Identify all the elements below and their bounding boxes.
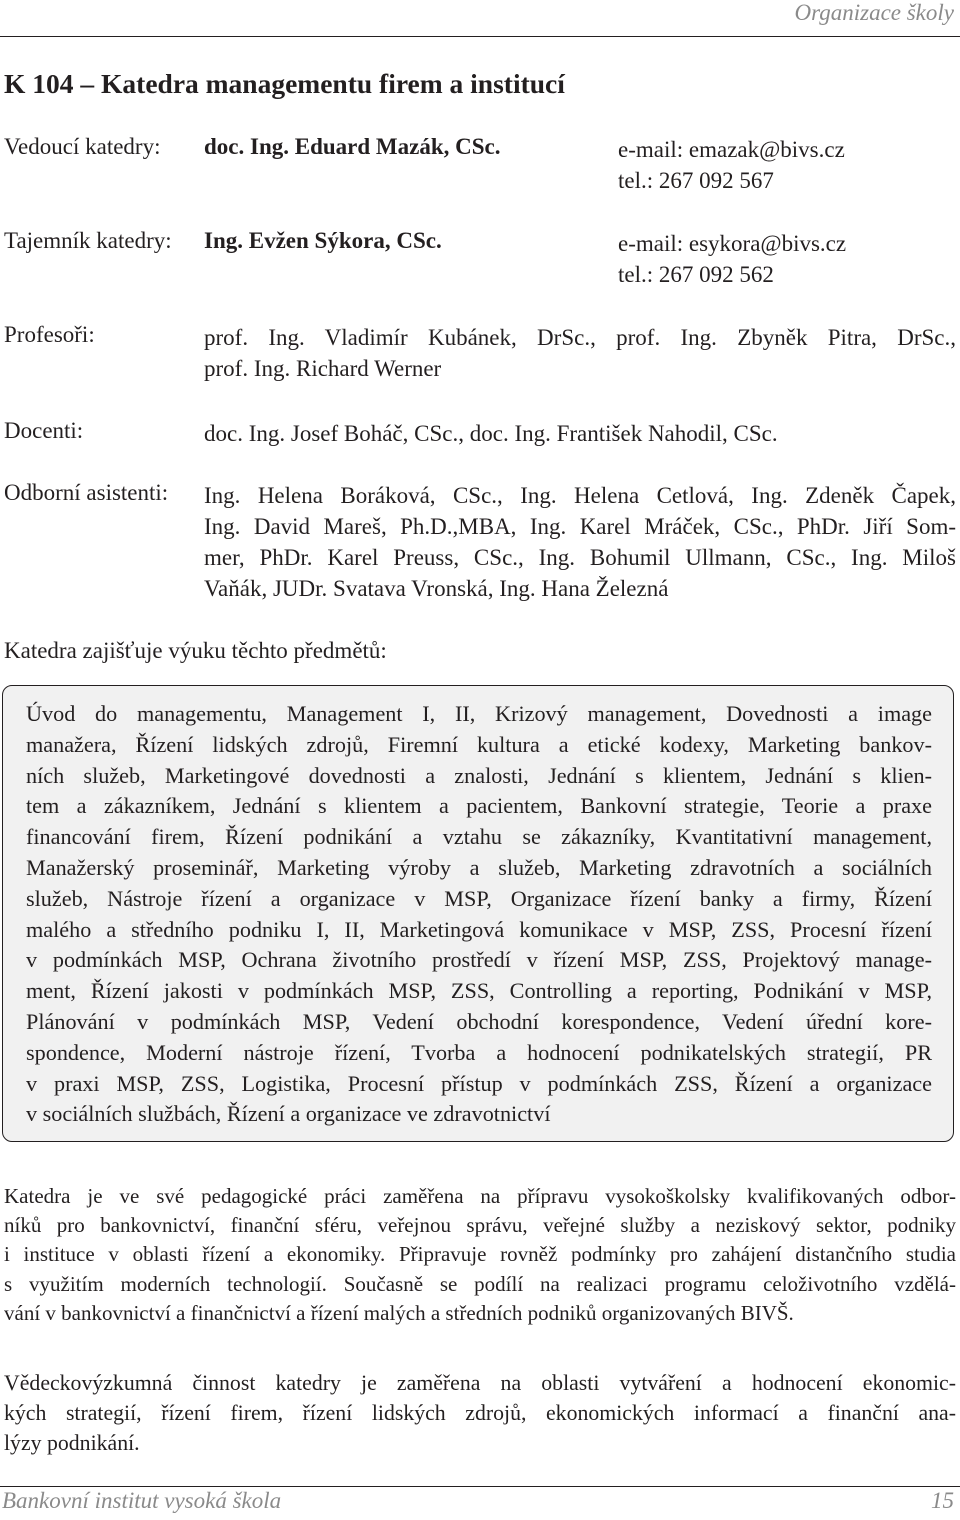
secretary-email[interactable]: e-mail: esykora@bivs.cz xyxy=(618,231,847,256)
professors-line: prof. Ing. Vladimír Kubánek, DrSc., prof. Ing. Zbyněk Pitra, DrSc., xyxy=(204,325,956,350)
assistants-label: Odborní asistenti: xyxy=(4,480,169,505)
subjects-line: ment, Řízení jakosti v podmínkách MSP, ZSS, Controlling a reporting, Podnikání v MSP, xyxy=(26,978,932,1004)
paragraph-line: Vědeckovýzkumná činnost katedry je zaměřena na oblasti vytváření a hodnocení ekonomic- xyxy=(4,1371,956,1395)
assistants-list xyxy=(204,480,956,604)
subjects-line: v podmínkách MSP, Ochrana životního prostředí v řízení MSP, ZSS, Projektový manage- xyxy=(26,947,932,973)
assistants-line: mer, PhDr. Karel Preuss, CSc., Ing. Bohumil Ullmann, CSc., Ing. Miloš xyxy=(204,545,956,570)
assistants-line: Vaňák, JUDr. Svatava Vronská, Ing. Hana Železná xyxy=(204,576,669,601)
docents-label: Docenti: xyxy=(4,418,84,443)
subjects-line: Úvod do managementu, Management I, II, Krizový management, Dovednosti a image xyxy=(26,701,932,726)
paragraph-line: s využitím moderních technologií. Současně se podílí na realizaci programu celoživotního vzdělá- xyxy=(4,1271,956,1296)
secretary-tel: tel.: 267 092 562 xyxy=(618,262,774,287)
subjects-line: v praxi MSP, ZSS, Logistika, Procesní přístup v podmínkách ZSS, Řízení a organizace xyxy=(26,1070,932,1096)
docents-line: doc. Ing. Josef Boháč, CSc., doc. Ing. František Nahodil, CSc. xyxy=(204,421,778,446)
paragraph-research xyxy=(4,1369,956,1458)
assistants-line: Ing. Helena Boráková, CSc., Ing. Helena Cetlová, Ing. Zdeněk Čapek, xyxy=(204,483,956,508)
paragraph-line: kých strategií, řízení firem, řízení lidských zdrojů, ekonomických informací a finanční ana- xyxy=(4,1400,956,1425)
assistants-line: Ing. David Mareš, Ph.D.,MBA, Ing. Karel Mráček, CSc., PhDr. Jiří Som- xyxy=(204,514,956,539)
professors-list xyxy=(204,322,956,384)
secretary-name: Ing. Evžen Sýkora, CSc. xyxy=(204,228,442,253)
subjects-line: Plánování v podmínkách MSP, Vedení obchodní korespondence, Vedení úřední kore- xyxy=(26,1008,932,1034)
paragraph-line: níků pro bankovnictví, finanční sféru, veřejnou správu, veřejné služby a neziskový sektor, podniky xyxy=(4,1213,956,1238)
subjects-line: tem a zákazníkem, Jednání s klientem a pacientem, Bankovní strategie, Teorie a praxe xyxy=(26,793,932,819)
running-header: Organizace školy xyxy=(794,0,954,25)
subjects-heading: Katedra zajišťuje výuku těchto předmětů: xyxy=(4,638,387,663)
subjects-line: malého a středního podniku I, II, Marketingová komunikace v MSP, ZSS, Procesní řízení xyxy=(26,916,932,942)
head-name: doc. Ing. Eduard Mazák, CSc. xyxy=(204,134,501,159)
subjects-line: financování firem, Řízení podnikání a vztahu se zákazníky, Kvantitativní management, xyxy=(26,824,932,850)
subjects-list xyxy=(26,699,932,1130)
paragraph-line: Katedra je ve své pedagogické práci zaměřena na přípravu vysokoškolsky kvalifikovaných odbor- xyxy=(4,1184,956,1208)
head-tel: tel.: 267 092 567 xyxy=(618,168,774,193)
subjects-line: spondence, Moderní nástroje řízení, Tvorba a hodnocení podnikatelských strategií, PR xyxy=(26,1039,932,1065)
head-email[interactable]: e-mail: emazak@bivs.cz xyxy=(618,137,845,162)
footer-institution: Bankovní institut vysoká škola xyxy=(2,1488,282,1513)
professors-label: Profesoři: xyxy=(4,322,95,347)
paragraph-line: vání v bankovnictví a finančnictví a řízení malých a středních podniků organizovaných BIVŠ. xyxy=(4,1300,794,1325)
head-label: Vedoucí katedry: xyxy=(4,134,161,159)
docents-list xyxy=(204,418,956,449)
page-title: K 104 – Katedra managementu firem a institucí xyxy=(4,68,565,99)
paragraph-line: lýzy podnikání. xyxy=(4,1430,140,1455)
head-contact xyxy=(618,134,845,196)
subjects-line: ních služeb, Marketingové dovednosti a znalosti, Jednání s klientem, Jednání s klien- xyxy=(26,762,932,788)
secretary-label: Tajemník katedry: xyxy=(4,228,172,253)
page-number: 15 xyxy=(931,1488,954,1513)
subjects-line: v sociálních službách, Řízení a organizace ve zdravotnictví xyxy=(26,1101,551,1127)
subjects-line: manažera, Řízení lidských zdrojů, Firemní kultura a etické kodexy, Marketing bankov- xyxy=(26,731,932,757)
subjects-line: služeb, Nástroje řízení a organizace v MSP, Organizace řízení banky a firmy, Řízení xyxy=(26,885,932,911)
paragraph-line: i instituce v oblasti řízení a ekonomiky. Připravuje rovněž podmínky pro zahájení distančního studia xyxy=(4,1242,956,1267)
professors-line: prof. Ing. Richard Werner xyxy=(204,356,442,381)
secretary-contact xyxy=(618,228,846,290)
paragraph-focus xyxy=(4,1182,956,1328)
footer-rule xyxy=(0,1486,960,1487)
header-rule xyxy=(0,36,960,37)
subjects-line: Manažerský proseminář, Marketing výroby a služeb, Marketing zdravotních a sociálních xyxy=(26,854,932,880)
